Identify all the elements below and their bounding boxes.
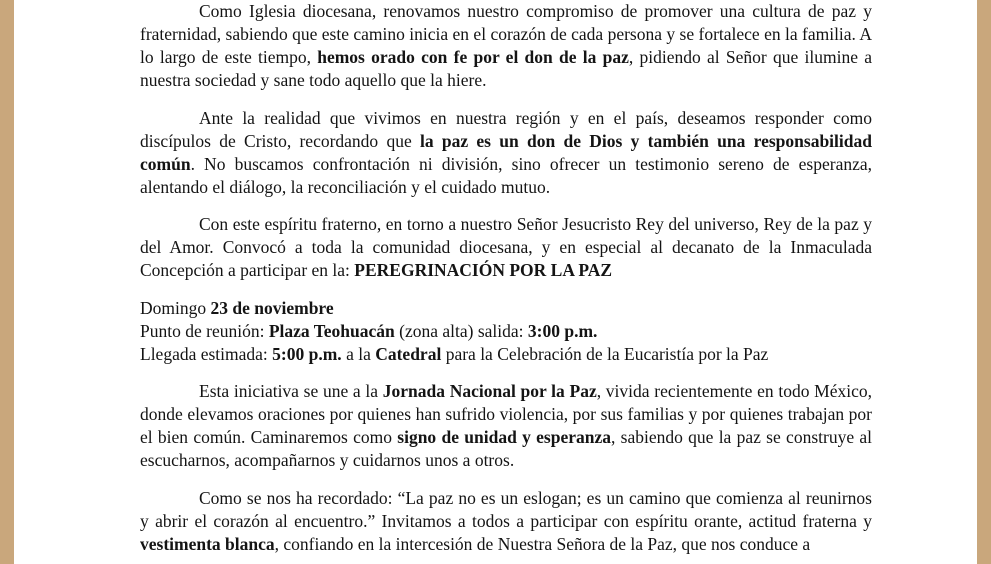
event-title: PEREGRINACIÓN POR LA PAZ	[354, 260, 613, 280]
meeting-time: 3:00 p.m.	[527, 321, 598, 341]
paragraph-invitation	[140, 213, 872, 282]
arrival-time: 5:00 p.m.	[272, 344, 342, 364]
event-arrival-line	[140, 343, 872, 366]
arrival-place: Catedral	[375, 344, 442, 364]
paragraph-text: Como se nos ha recordado: “La paz no es un eslogan; es un camino que comienza al reunirnos y abrir el corazón al encuentro.” Invitamos a todos a participar con espíritu orante, actitud fraterna y	[140, 488, 872, 531]
arrival-label: Llegada estimada:	[140, 344, 273, 364]
paragraph-text: Esta iniciativa se une a la	[199, 381, 383, 401]
event-date-line	[140, 297, 872, 320]
paragraph-text: Ante la realidad que vivimos en nuestra región y en el país, deseamos responder como discípulos de Cristo, recordando que	[140, 108, 872, 151]
emphasis-text: hemos orado con fe por el don de la paz	[317, 47, 629, 67]
paragraph-national-day	[140, 380, 872, 472]
emphasis-text: signo de unidad y esperanza	[397, 427, 611, 447]
paragraph-text: , vivida recientemente en todo México, donde elevamos oraciones por quienes han sufrido violencia, por sus familias y por quienes trabajan por el bien común. Caminaremos como	[140, 381, 872, 447]
meeting-detail: (zona alta) salida:	[394, 321, 528, 341]
paragraph-text: , pidiendo al Señor que ilumine a nuestra sociedad y sane todo aquello que la hiere.	[140, 47, 873, 90]
arrival-detail: para la Celebración de la Eucaristía por la Paz	[441, 344, 769, 364]
paragraph-text: , sabiendo que la paz se construye al escucharnos, acompañarnos y cuidarnos unos a otros.	[140, 427, 872, 470]
meeting-label: Punto de reunión:	[140, 321, 269, 341]
paragraph-closing	[140, 487, 872, 556]
event-details	[140, 297, 872, 366]
arrival-connector: a la	[341, 344, 376, 364]
event-date-prefix: Domingo	[140, 298, 211, 318]
paragraph-text: Como Iglesia diocesana, renovamos nuestro compromiso de promover una cultura de paz y fraternidad, sabiendo que este camino inicia en el corazón de cada persona y se fortalece en la familia. A lo largo de este tiempo,	[140, 1, 872, 67]
emphasis-text: la paz es un don de Dios y también una responsabilidad común	[140, 131, 872, 174]
event-meeting-line	[140, 320, 872, 343]
paragraph-text: Con este espíritu fraterno, en torno a nuestro Señor Jesucristo Rey del universo, Rey de la paz y del Amor. Convocó a toda la comunidad diocesana, y en especial al decanato de la Inmaculada Concepción a participar en la:	[140, 214, 872, 280]
emphasis-text: Jornada Nacional por la Paz	[382, 381, 597, 401]
emphasis-text: vestimenta blanca	[140, 534, 275, 554]
paragraph-commitment	[140, 0, 872, 92]
meeting-place: Plaza Teohuacán	[268, 321, 395, 341]
paragraph-text: . No buscamos confrontación ni división, sino ofrecer un testimonio sereno de esperanza, alentando el diálogo, la reconciliación y el cuidado mutuo.	[140, 154, 872, 197]
paragraph-reality	[140, 107, 872, 199]
letter-page	[14, 0, 977, 564]
paragraph-text: , confiando en la intercesión de Nuestra Señora de la Paz, que nos conduce a	[274, 534, 811, 554]
event-date: 23 de noviembre	[210, 298, 334, 318]
